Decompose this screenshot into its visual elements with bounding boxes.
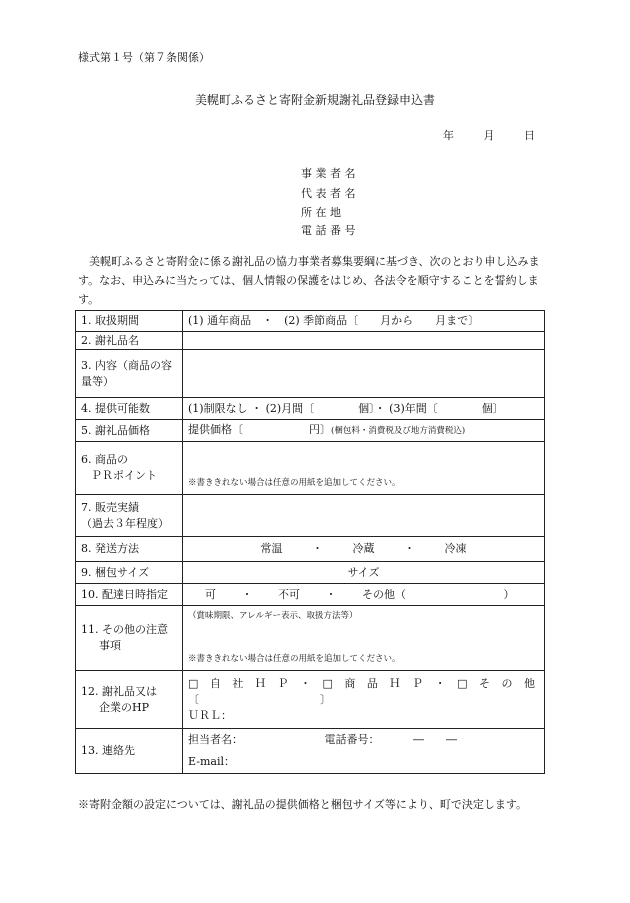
contact-person-label[interactable]: 担当者名： — [188, 733, 243, 746]
label-pr-point — [76, 442, 183, 495]
row-notes — [76, 606, 545, 671]
label-package-size: 9. 梱包サイズ — [76, 562, 183, 584]
value-delivery-time[interactable] — [183, 584, 545, 606]
application-table — [75, 310, 545, 774]
row-package-size — [76, 562, 545, 584]
row-pr-point — [76, 442, 545, 495]
label-quantity: 4. 提供可能数 — [76, 398, 183, 420]
value-period[interactable]: (1) 通年商品 ・ (2) 季節商品〔 月から 月まで〕 — [183, 311, 545, 332]
footnote: ※寄附金額の設定については、謝礼品の提供価格と梱包サイズ等により、町で決定します。 — [78, 798, 528, 811]
label-notes-2: 事項 — [99, 639, 121, 652]
input-notes[interactable] — [183, 606, 545, 671]
row-sales-record — [76, 495, 545, 537]
input-content[interactable] — [183, 350, 545, 398]
value-package-size[interactable]: サイズ — [183, 562, 545, 584]
label-notes — [76, 606, 183, 671]
shipping-option-normal[interactable]: 常温 — [260, 542, 283, 555]
row-homepage — [76, 671, 545, 729]
label-delivery-time: 10. 配達日時指定 — [76, 584, 183, 606]
label-pr-point-1: 6. 商品の — [81, 453, 128, 466]
representative-label: 代 表 者 名 — [301, 187, 356, 200]
label-period: 1. 取扱期間 — [76, 311, 183, 332]
input-sales-record[interactable] — [183, 495, 545, 537]
value-shipping[interactable] — [183, 537, 545, 562]
hp-option-product[interactable]: ・ □ 商 品 Ｈ Ｐ — [300, 676, 427, 690]
phone-label: 電 話 番 号 — [301, 224, 356, 237]
shipping-option-frozen[interactable]: 冷凍 — [444, 542, 467, 555]
row-contact — [76, 729, 545, 774]
separator-dot: ・ — [404, 542, 415, 555]
date-year-label: 年 — [443, 129, 454, 142]
contact-email-label[interactable]: E-mail： — [188, 755, 235, 768]
form-number: 様式第１号（第７条関係） — [78, 51, 210, 64]
date-month-label: 月 — [483, 129, 495, 142]
date-line — [417, 127, 535, 143]
contact-line — [188, 732, 539, 748]
notes-hint: （賞味期限、アレルギー表示、取扱方法等） — [188, 611, 358, 621]
label-sales-record-1: 7. 販売実績 — [81, 500, 139, 514]
price-field: 提供価格〔 円〕 — [188, 423, 331, 436]
separator-dot: ・ — [325, 587, 337, 601]
delivery-option-other[interactable]: その他（ — [362, 587, 406, 601]
row-item-name — [76, 332, 545, 350]
label-homepage — [76, 671, 183, 729]
row-content — [76, 350, 545, 398]
notes-note: ※書ききれない場合は任意の用紙を追加してください。 — [188, 654, 401, 664]
homepage-options — [188, 676, 539, 692]
row-quantity — [76, 398, 545, 420]
intro-paragraph: 美幌町ふるさと寄附金に係る謝礼品の協力事業者募集要綱に基づき、次のとおり申し込みます。なお、申込みに当たっては、個人情報の保護をはじめ、各法令を順守することを誓約します。 — [78, 255, 540, 306]
row-price — [76, 420, 545, 442]
shipping-option-chilled[interactable]: 冷蔵 — [352, 542, 375, 555]
label-pr-point-2: ＰＲポイント — [91, 469, 157, 482]
delivery-option-yes[interactable]: 可 — [205, 587, 216, 601]
row-shipping — [76, 537, 545, 562]
label-homepage-2: 企業のHP — [99, 700, 149, 714]
separator-dot: ・ — [241, 587, 253, 601]
label-price: 5. 謝礼品価格 — [76, 420, 183, 442]
hp-option-company[interactable]: □ 自 社 Ｈ Ｐ — [188, 676, 293, 690]
pr-point-note: ※書ききれない場合は任意の用紙を追加してください。 — [188, 478, 401, 488]
delivery-other-close: ） — [503, 587, 515, 601]
separator-dot: ・ — [312, 542, 323, 555]
row-period — [76, 311, 545, 332]
label-contact: 13. 連絡先 — [76, 729, 183, 774]
address-label: 所 在 地 — [301, 206, 341, 219]
label-sales-record — [76, 495, 183, 537]
value-homepage[interactable] — [183, 671, 545, 729]
hp-bracket[interactable]: 〔 〕 — [188, 692, 331, 706]
business-name-label: 事 業 者 名 — [301, 167, 356, 180]
document-title: 美幌町ふるさと寄附金新規謝礼品登録申込書 — [194, 93, 435, 107]
label-sales-record-2: （過去３年程度） — [81, 516, 169, 530]
label-item-name: 2. 謝礼品名 — [76, 332, 183, 350]
hp-url-label[interactable]: ＵＲＬ： — [188, 708, 232, 722]
contact-phone-label[interactable]: 電話番号： — [324, 733, 380, 746]
delivery-option-no[interactable]: 不可 — [278, 587, 300, 601]
label-shipping: 8. 発送方法 — [76, 537, 183, 562]
value-price[interactable] — [183, 420, 545, 442]
label-content: 3. 内容（商品の容量等） — [76, 350, 183, 398]
input-item-name[interactable] — [183, 332, 545, 350]
input-pr-point[interactable] — [183, 442, 545, 495]
value-quantity[interactable]: (1)制限なし ・ (2)月間〔 個〕・ (3)年間〔 個〕 — [183, 398, 545, 420]
hp-option-other[interactable]: ・ □ そ の 他 — [434, 676, 539, 690]
price-note: (梱包料・消費税及び地方消費税込) — [331, 426, 466, 436]
row-delivery-time — [76, 584, 545, 606]
contact-phone-separators: ― ― — [413, 733, 457, 746]
label-homepage-1: 12. 謝礼品又は — [81, 684, 157, 698]
label-notes-1: 11. その他の注意 — [81, 623, 168, 636]
date-day-label: 日 — [524, 129, 535, 142]
value-contact[interactable] — [183, 729, 545, 774]
